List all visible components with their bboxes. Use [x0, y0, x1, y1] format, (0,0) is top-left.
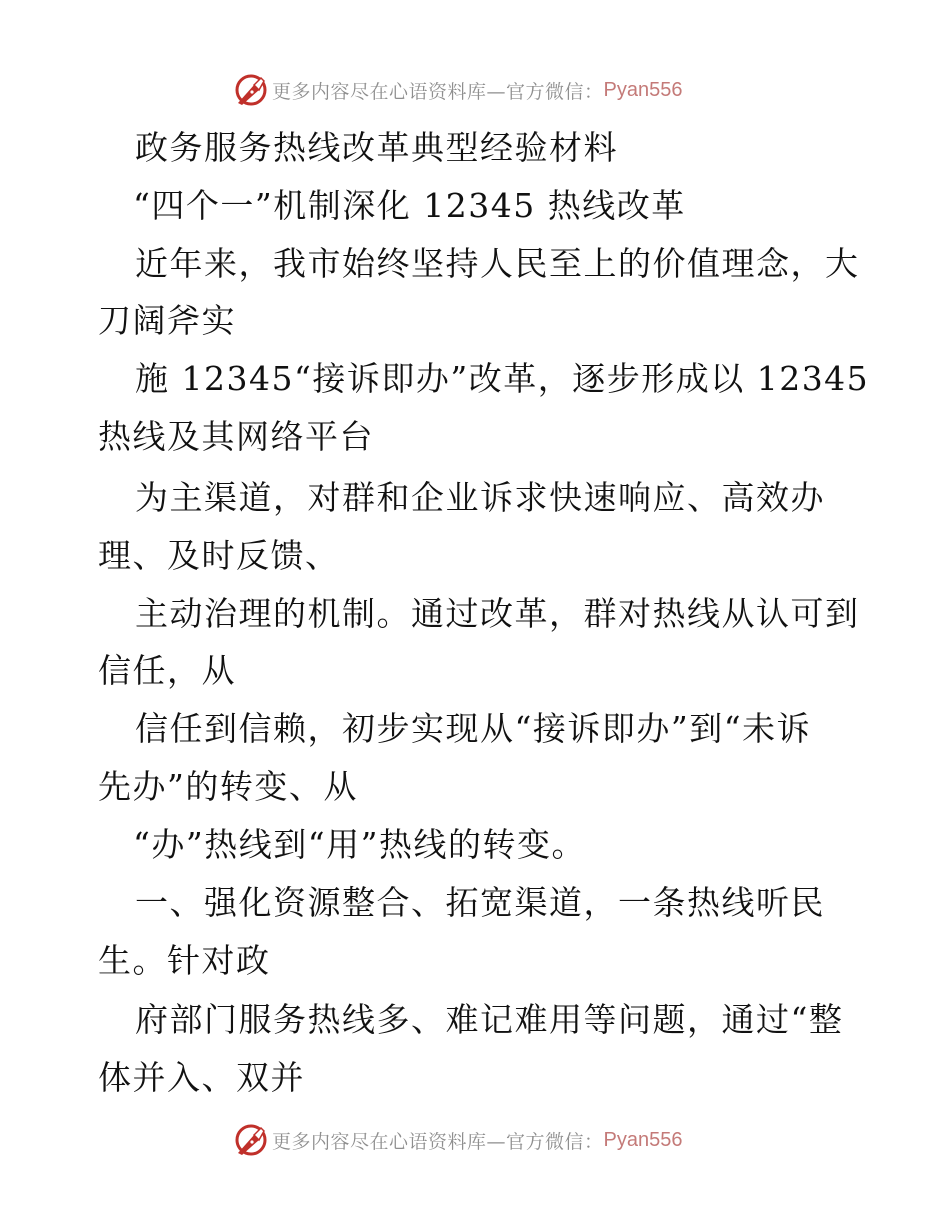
header-banner[interactable] [234, 70, 682, 110]
section-heading-line: 一、强化资源整合、拓宽渠道，一条热线听民 [135, 883, 825, 922]
header-banner-text: 更多内容尽在心语资料库—官方微信： [272, 80, 604, 103]
document-subtitle: “四个一”机制深化 12345 热线改革 [133, 186, 686, 225]
paragraph-line: 施 12345“接诉即办”改革，逐步形成以 12345 [135, 359, 870, 398]
paragraph-line: 府部门服务热线多、难记难用等问题，通过“整 [135, 1000, 844, 1039]
paragraph-line: 信任到信赖，初步实现从“接诉即办”到“未诉 [135, 709, 812, 748]
paragraph-line: 生。针对政 [98, 941, 271, 980]
paragraph-line: 主动治理的机制。通过改革，群对热线从认可到 [135, 594, 860, 633]
header-wechat-id[interactable]: Pyan556 [603, 78, 683, 101]
paragraph-line: 先办”的转变、从 [98, 767, 358, 806]
paragraph-line: 为主渠道，对群和企业诉求快速响应、高效办 [135, 478, 825, 517]
footer-banner[interactable] [234, 1120, 682, 1160]
document-title: 政务服务热线改革典型经验材料 [135, 128, 618, 167]
paragraph-line: 刀阔斧实 [98, 301, 236, 340]
footer-wechat-id[interactable]: Pyan556 [603, 1128, 683, 1151]
paragraph-line: 信任，从 [98, 651, 236, 690]
pen-nib-logo-icon [234, 73, 268, 107]
pen-nib-logo-icon [234, 1123, 268, 1157]
footer-banner-text: 更多内容尽在心语资料库—官方微信： [272, 1130, 604, 1153]
paragraph-line: 体并入、双并 [98, 1058, 305, 1097]
paragraph-line: 理、及时反馈、 [98, 536, 340, 575]
paragraph-line: “办”热线到“用”热线的转变。 [133, 825, 586, 864]
paragraph-line: 近年来，我市始终坚持人民至上的价值理念，大 [135, 244, 860, 283]
paragraph-line: 热线及其网络平台 [98, 417, 374, 456]
